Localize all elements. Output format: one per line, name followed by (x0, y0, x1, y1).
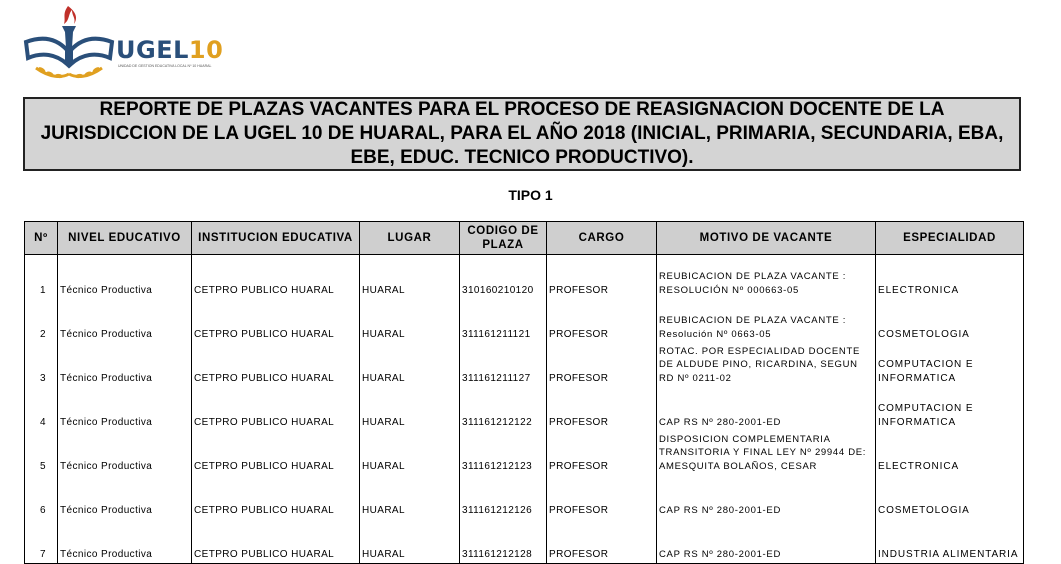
cell-motivo-de-vacante: DISPOSICION COMPLEMENTARIA TRANSITORIA Y FINAL LEY Nº 29944 DE: AMESQUITA BOLAÑOS, CESAR (657, 431, 876, 475)
cell-institucion-educativa: CETPRO PUBLICO HUARAL (192, 519, 360, 564)
cell-cargo: PROFESOR (547, 387, 657, 431)
cell-especialidad: COSMETOLOGIA (876, 475, 1024, 519)
header-nivel-educativo: NIVEL EDUCATIVO (58, 222, 192, 255)
table-row (25, 299, 1024, 343)
table-row (25, 387, 1024, 431)
cell-institucion-educativa: CETPRO PUBLICO HUARAL (192, 299, 360, 343)
cell-institucion-educativa: CETPRO PUBLICO HUARAL (192, 387, 360, 431)
cell-nivel-educativo: Técnico Productiva (58, 343, 192, 387)
cell-lugar: HUARAL (360, 387, 460, 431)
cell-lugar: HUARAL (360, 343, 460, 387)
cell-num: 3 (25, 343, 58, 387)
logo-tagline: UNIDAD DE GESTION EDUCATIVA LOCAL Nº 10 HUARAL (118, 64, 212, 68)
cell-codigo-de-plaza: 311161212123 (460, 431, 547, 475)
header-lugar: LUGAR (360, 222, 460, 255)
logo-wordmark (116, 36, 223, 64)
cell-especialidad: COMPUTACION E INFORMATICA (876, 387, 1024, 431)
table-row (25, 431, 1024, 475)
cell-lugar: HUARAL (360, 431, 460, 475)
cell-especialidad: INDUSTRIA ALIMENTARIA (876, 519, 1024, 564)
cell-motivo-de-vacante: CAP RS Nº 280-2001-ED (657, 387, 876, 431)
header-motivo-de-vacante: MOTIVO DE VACANTE (657, 222, 876, 255)
cell-nivel-educativo: Técnico Productiva (58, 519, 192, 564)
cell-especialidad: COMPUTACION E INFORMATICA (876, 343, 1024, 387)
cell-motivo-de-vacante: REUBICACION DE PLAZA VACANTE : RESOLUCIÓN Nº 000663-05 (657, 255, 876, 300)
cell-especialidad: ELECTRONICA (876, 255, 1024, 300)
cell-institucion-educativa: CETPRO PUBLICO HUARAL (192, 343, 360, 387)
cell-motivo-de-vacante: ROTAC. POR ESPECIALIDAD DOCENTE DE ALDUDE PINO, RICARDINA, SEGUN RD Nº 0211-02 (657, 343, 876, 387)
cell-codigo-de-plaza: 311161211127 (460, 343, 547, 387)
cell-institucion-educativa: CETPRO PUBLICO HUARAL (192, 431, 360, 475)
cell-codigo-de-plaza: 311161212128 (460, 519, 547, 564)
cell-institucion-educativa: CETPRO PUBLICO HUARAL (192, 475, 360, 519)
cell-motivo-de-vacante: CAP RS Nº 280-2001-ED (657, 519, 876, 564)
header-cargo: CARGO (547, 222, 657, 255)
cell-nivel-educativo: Técnico Productiva (58, 299, 192, 343)
cell-cargo: PROFESOR (547, 255, 657, 300)
cell-cargo: PROFESOR (547, 431, 657, 475)
cell-codigo-de-plaza: 311161212122 (460, 387, 547, 431)
vacancies-table (24, 221, 1024, 564)
cell-num: 4 (25, 387, 58, 431)
report-title: REPORTE DE PLAZAS VACANTES PARA EL PROCESO DE REASIGNACION DOCENTE DE LA JURISDICCION DE LA UGEL 10 DE HUARAL, PARA EL AÑO 2018 (INICIAL, PRIMARIA, SECUNDARIA, EBA, EBE, EDUC. TECNICO PRODUCTIVO). (40, 99, 1004, 168)
cell-num: 1 (25, 255, 58, 300)
cell-codigo-de-plaza: 311161212126 (460, 475, 547, 519)
cell-num: 7 (25, 519, 58, 564)
cell-nivel-educativo: Técnico Productiva (58, 387, 192, 431)
report-subtitle: TIPO 1 (508, 187, 553, 203)
cell-motivo-de-vacante: CAP RS Nº 280-2001-ED (657, 475, 876, 519)
header-codigo-de-plaza: CODIGO DE PLAZA (460, 222, 547, 255)
cell-especialidad: COSMETOLOGIA (876, 299, 1024, 343)
cell-nivel-educativo: Técnico Productiva (58, 431, 192, 475)
header-num: Nº (25, 222, 58, 255)
cell-num: 5 (25, 431, 58, 475)
cell-num: 2 (25, 299, 58, 343)
cell-lugar: HUARAL (360, 255, 460, 300)
cell-especialidad: ELECTRONICA (876, 431, 1024, 475)
cell-institucion-educativa: CETPRO PUBLICO HUARAL (192, 255, 360, 300)
header-especialidad: ESPECIALIDAD (876, 222, 1024, 255)
cell-cargo: PROFESOR (547, 519, 657, 564)
cell-codigo-de-plaza: 310160210120 (460, 255, 547, 300)
logo-brand-number: 10 (188, 36, 224, 64)
cell-cargo: PROFESOR (547, 475, 657, 519)
ugel-logo (22, 2, 222, 88)
header-institucion-educativa: INSTITUCION EDUCATIVA (192, 222, 360, 255)
table-header-row (25, 222, 1024, 255)
table-row (25, 475, 1024, 519)
cell-nivel-educativo: Técnico Productiva (58, 475, 192, 519)
table-row (25, 343, 1024, 387)
logo-brand-name: UGEL (116, 36, 189, 64)
table-row (25, 519, 1024, 564)
cell-lugar: HUARAL (360, 299, 460, 343)
cell-num: 6 (25, 475, 58, 519)
cell-lugar: HUARAL (360, 519, 460, 564)
cell-motivo-de-vacante: REUBICACION DE PLAZA VACANTE : Resolución Nº 0663-05 (657, 299, 876, 343)
report-title-box (23, 97, 1021, 171)
cell-nivel-educativo: Técnico Productiva (58, 255, 192, 300)
cell-lugar: HUARAL (360, 475, 460, 519)
cell-cargo: PROFESOR (547, 343, 657, 387)
table-row (25, 255, 1024, 300)
book-torch-logo-icon (22, 2, 118, 88)
cell-cargo: PROFESOR (547, 299, 657, 343)
cell-codigo-de-plaza: 311161211121 (460, 299, 547, 343)
